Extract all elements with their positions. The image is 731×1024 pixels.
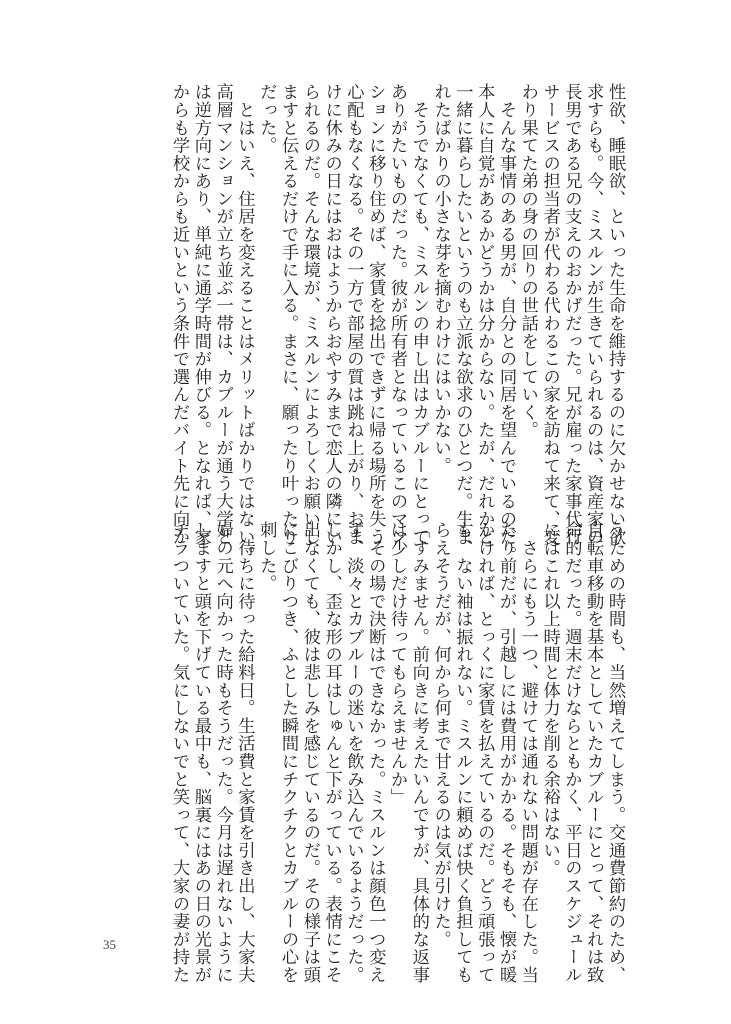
text-column: は逆方向にあり、単純に通学時間が伸びる。となれば、家 xyxy=(190,83,211,546)
text-column: しますと頭を下げている最中も、脳裏にはあの日の光景が xyxy=(190,521,211,984)
text-column: 婦の元へ向かった時もそうだった。今月は遅れないように xyxy=(212,521,233,984)
text-column: 本人に自覚があるかどうかは分からない。たが、だれかと xyxy=(474,83,495,546)
text-column: 心配もなくなる。その一方で部屋の質は跳ね上がり、おま xyxy=(343,83,364,546)
text-column: 高層マンションが立ち並ぶ一帯は、カブルーが通う大学と xyxy=(212,83,233,546)
text-column: わり果てた弟の身の回りの世話をしていく。 xyxy=(517,83,538,439)
text-column: ありがたいものだった。彼が所有者となっているこのマン xyxy=(387,83,408,546)
text-column: ションに移り住めば、家賃を捻出できずに帰る場所を失う xyxy=(365,83,386,546)
text-column: そんな事情のある男が、自分との同居を望んでいるのだ。 xyxy=(496,83,517,564)
text-column: サービスの担当者が代わる代わるこの家を訪ねて来て、変 xyxy=(539,83,560,546)
text-column: ますと伝えるだけで手に入る。まさに、願ったり叶ったり xyxy=(278,83,299,546)
text-column: その場で決断はできなかった。ミスルンは顔色一つ変え xyxy=(365,521,386,984)
text-column: かければ、とっくに家賃を払えているのだ。どう頑張って xyxy=(474,521,495,984)
text-column: 性欲、睡眠欲、といった生命を維持するのに欠かせない欲 xyxy=(605,83,625,546)
text-column: も、ない袖は振れない。ミスルンに頼めば快く負担しても xyxy=(452,521,473,984)
text-column: うための時間も、当然増えてしまう。交通費節約のため、 xyxy=(605,521,625,984)
text-column: 命的だった。週末だけならともかく、平日のスケジュール xyxy=(561,521,582,984)
text-column: 一緒に暮らしたいというのも立派な欲求のひとつだ。生ま xyxy=(452,83,473,546)
text-column: にはこれ以上時間と体力を削る余裕はない。 xyxy=(539,521,560,877)
text-column: けに休みの日にはおはようからおやすみまで恋人の隣にい xyxy=(321,83,342,546)
text-column: 待ちに待った給料日。生活費と家賃を引き出し、大家夫 xyxy=(234,521,255,984)
text-column: にこびりつき、ふとした瞬間にチクチクとカブルーの心を xyxy=(278,521,299,984)
text-column: 自転車移動を基本としていたカブルーにとって、それは致 xyxy=(583,521,604,984)
text-column: からも学校からも近いという条件で選んだバイト先に向か xyxy=(169,83,190,546)
text-column: だった。 xyxy=(256,83,277,155)
text-column: られるのだ。そんな環境が、ミスルンによろしくお願いし xyxy=(299,83,320,546)
text-column: ず、淡々とカブルーの迷いを飲み込んでいるようだった。 xyxy=(343,521,364,984)
text-column: しかし、歪な形の耳はしゅんと下がっている。表情にこそ xyxy=(321,521,342,984)
text-column: は少しだけ待ってもらえませんか」 xyxy=(387,521,408,806)
page-number: 35 xyxy=(103,937,116,952)
text-column: たり前だが、引越しには費用がかかる。そもそも、懐が暖 xyxy=(496,521,517,984)
text-column: さらにもう一つ、避けては通れない問題が存在した。当 xyxy=(517,521,538,984)
text-column: 「すみません。前向きに考えたいんですが、具体的な返事 xyxy=(408,521,429,984)
text-column: らえそうだが、何から何まで甘えるのは気が引けた。 xyxy=(430,521,451,948)
text-column: 刺した。 xyxy=(256,521,277,593)
text-column: 長男である兄の支えのおかげだった。兄が雇った家事代行 xyxy=(561,83,582,546)
text-column: 出なくても、彼は悲しみを感じているのだ。その様子は頭 xyxy=(299,521,320,984)
text-block-bottom xyxy=(167,521,625,984)
text-column: そうでなくても、ミスルンの申し出はカブルーにとって xyxy=(408,83,429,546)
text-column: とはいえ、住居を変えることはメリットばかりではない。 xyxy=(234,83,255,564)
text-column: れたばかりの小さな芽を摘むわけにはいかない。 xyxy=(430,83,451,475)
text-column: チラついていた。気にしないでと笑って、大家の妻が持た xyxy=(169,521,190,984)
text-column: 求すらも。今、ミスルンが生きていられるのは、資産家の xyxy=(583,83,604,546)
